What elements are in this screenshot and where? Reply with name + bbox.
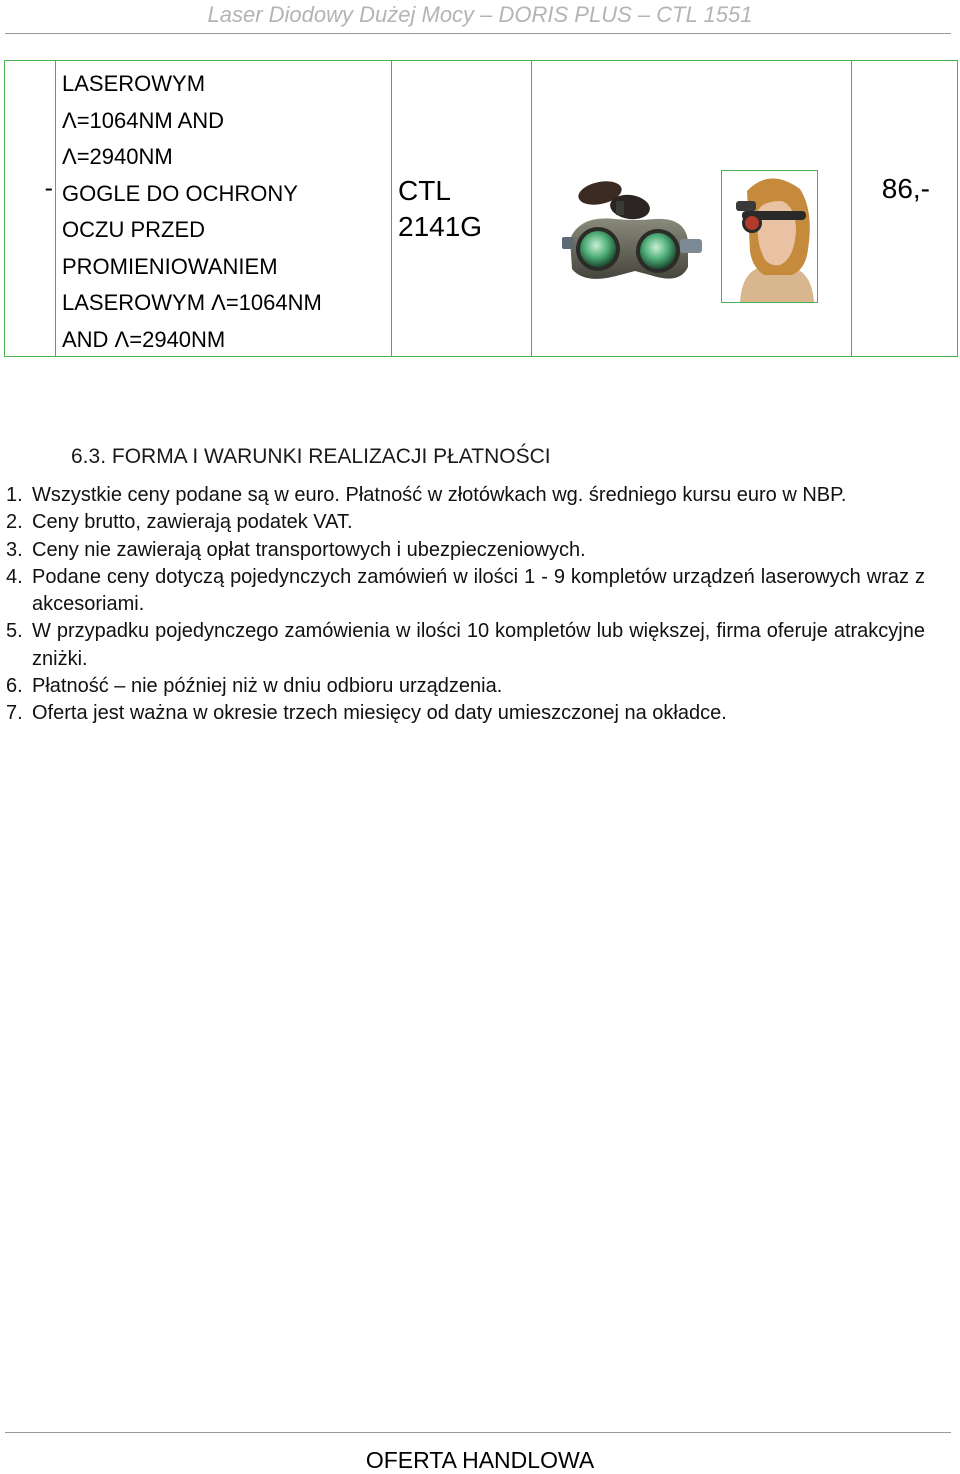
section-title: 6.3. FORMA I WARUNKI REALIZACJI PŁATNOŚCI: [71, 445, 551, 468]
footer-divider: [5, 1432, 951, 1433]
term-number: 7.: [6, 702, 23, 725]
payment-terms-list: [6, 482, 925, 728]
term-text: Wszystkie ceny podane są w euro. Płatność w złotówkach wg. średniego kursu euro w NBP.: [32, 484, 847, 506]
list-item: [6, 509, 925, 536]
product-code-line: 2141G: [398, 211, 483, 242]
product-code-line: CTL: [398, 175, 451, 206]
product-table: [4, 60, 958, 357]
row-bullet: -: [44, 174, 53, 202]
description-line: PROMIENIOWANIEM: [62, 253, 278, 279]
list-item: [6, 564, 925, 619]
bullet-cell: [5, 61, 56, 357]
goggles-image: [560, 179, 710, 299]
description-cell: [56, 61, 392, 357]
term-text: Ceny brutto, zawierają podatek VAT.: [32, 511, 353, 534]
term-text: Podane ceny dotyczą pojedynczych zamówień w ilości 1 - 9 kompletów urządzeń laserowych wraz z akcesoriami.: [32, 565, 925, 616]
product-code: [398, 173, 482, 245]
term-text: Płatność – nie później niż w dniu odbioru urządzenia.: [32, 675, 503, 698]
list-item: [6, 618, 925, 673]
description-line: LASEROWYM: [62, 71, 206, 96]
description-line: OCZU PRZED: [62, 217, 205, 242]
term-number: 3.: [6, 538, 23, 561]
table-row: [5, 61, 958, 357]
description-line: AND Λ=2940NM: [62, 326, 226, 352]
page-footer: OFERTA HANDLOWA: [365, 1447, 595, 1473]
term-number: 2.: [6, 511, 23, 534]
description-line: Λ=2940NM: [62, 144, 173, 169]
image-cell: [532, 61, 852, 357]
description-line: Λ=1064NM AND: [62, 107, 225, 133]
term-number: 1.: [6, 484, 23, 506]
list-item: [6, 482, 925, 509]
model-wearing-goggles-image: [721, 170, 818, 303]
list-item: [6, 537, 925, 564]
term-number: 6.: [6, 675, 23, 698]
term-number: 5.: [6, 620, 23, 643]
code-cell: [392, 61, 532, 357]
product-price: 86,-: [881, 173, 930, 204]
description-line: LASEROWYM Λ=1064NM: [62, 290, 322, 315]
list-item: [6, 673, 925, 700]
list-item: [6, 700, 925, 727]
description-line: GOGLE DO OCHRONY: [62, 180, 298, 206]
term-number: 4.: [6, 565, 23, 588]
term-text: W przypadku pojedynczego zamówienia w ilości 10 kompletów lub większej, firma oferuje atrakcyjne zniżki.: [32, 620, 925, 670]
term-text: Oferta jest ważna w okresie trzech miesięcy od daty umieszczonej na okładce.: [32, 702, 727, 725]
page-header: Laser Diodowy Dużej Mocy – DORIS PLUS – CTL 1551: [207, 2, 753, 27]
price-cell: [852, 61, 958, 357]
header-divider: [5, 33, 951, 34]
term-text: Ceny nie zawierają opłat transportowych i ubezpieczeniowych.: [32, 538, 586, 561]
